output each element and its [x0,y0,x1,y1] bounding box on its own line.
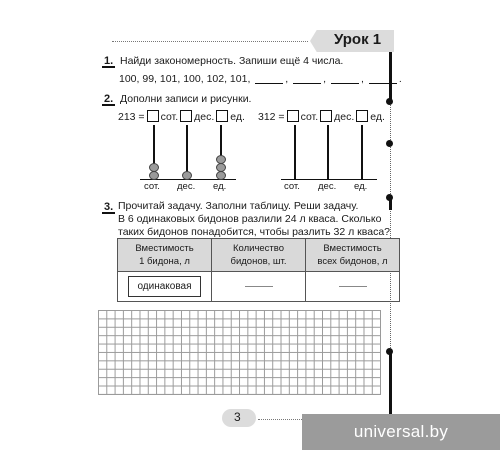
task3-line2: В 6 одинаковых бидонов разлили 24 л кваса. Сколько [118,213,382,225]
table-header: Количество бидонов, шт. [212,239,306,272]
abacus-bead [149,171,159,180]
rail-dot [386,194,393,201]
answer-blank[interactable] [255,83,283,84]
lesson-title: Урок 1 [334,31,382,48]
watermark: universal.by [302,414,500,450]
abacus-bead [216,163,226,172]
answer-blank[interactable] [369,83,397,84]
answer-box[interactable] [356,110,368,122]
answer-box[interactable] [287,110,299,122]
task1-instruction: Найди закономерность. Запиши ещё 4 числа. [120,55,344,67]
abacus-label: дес. [318,181,337,192]
task3-table [117,238,400,302]
task2-number: 2. [104,93,114,105]
answer-blank[interactable] [331,83,359,84]
rail-dot [386,348,393,355]
answer-blank[interactable] [339,286,367,287]
task2-left-expression: 213 = сот. дес. ед. [118,111,245,123]
abacus-bead [216,171,226,180]
header-dotted-line [112,41,308,42]
task3-line1: Прочитай задачу. Заполни таблицу. Реши задачу. [118,200,359,212]
table-cell[interactable] [306,272,400,302]
abacus-bead [182,171,192,180]
abacus-label: дес. [177,181,196,192]
task2-right-expression: 312 = сот. дес. ед. [258,111,385,123]
task1-number: 1. [104,55,114,67]
task2-instruction: Дополни записи и рисунки. [120,93,252,105]
answer-box[interactable] [147,110,159,122]
answer-box[interactable] [216,110,228,122]
abacus-label: сот. [144,181,160,192]
answer-box[interactable] [180,110,192,122]
abacus-label: сот. [284,181,300,192]
task3-number: 3. [104,201,114,213]
answer-box[interactable] [320,110,332,122]
task1-sequence-line: 100, 99, 101, 100, 102, 101, , , , . [119,73,402,85]
page-number: 3 [234,410,241,424]
abacus-rod [327,125,329,179]
rail-bar-grid [389,350,392,420]
abacus-bead [216,155,226,164]
abacus-base [281,179,377,180]
table-cell[interactable] [212,272,306,302]
abacus-rod [361,125,363,179]
rail-dot [386,140,393,147]
capacity-cell: одинаковая [128,276,200,297]
table-header: Вместимость всех бидонов, л [306,239,400,272]
answer-blank[interactable] [293,83,321,84]
task3-line3: таких бидонов понадобится, чтобы разлить 32 л кваса? [118,226,390,238]
table-cell [118,272,212,302]
solution-grid[interactable] [98,310,381,395]
abacus-label: ед. [213,181,227,192]
answer-blank[interactable] [245,286,273,287]
abacus-rod [294,125,296,179]
abacus-bead [149,163,159,172]
rail-dot [386,98,393,105]
table-header: Вместимость 1 бидона, л [118,239,212,272]
task1-sequence: 100, 99, 101, 100, 102, 101, [119,73,251,85]
abacus-label: ед. [354,181,368,192]
